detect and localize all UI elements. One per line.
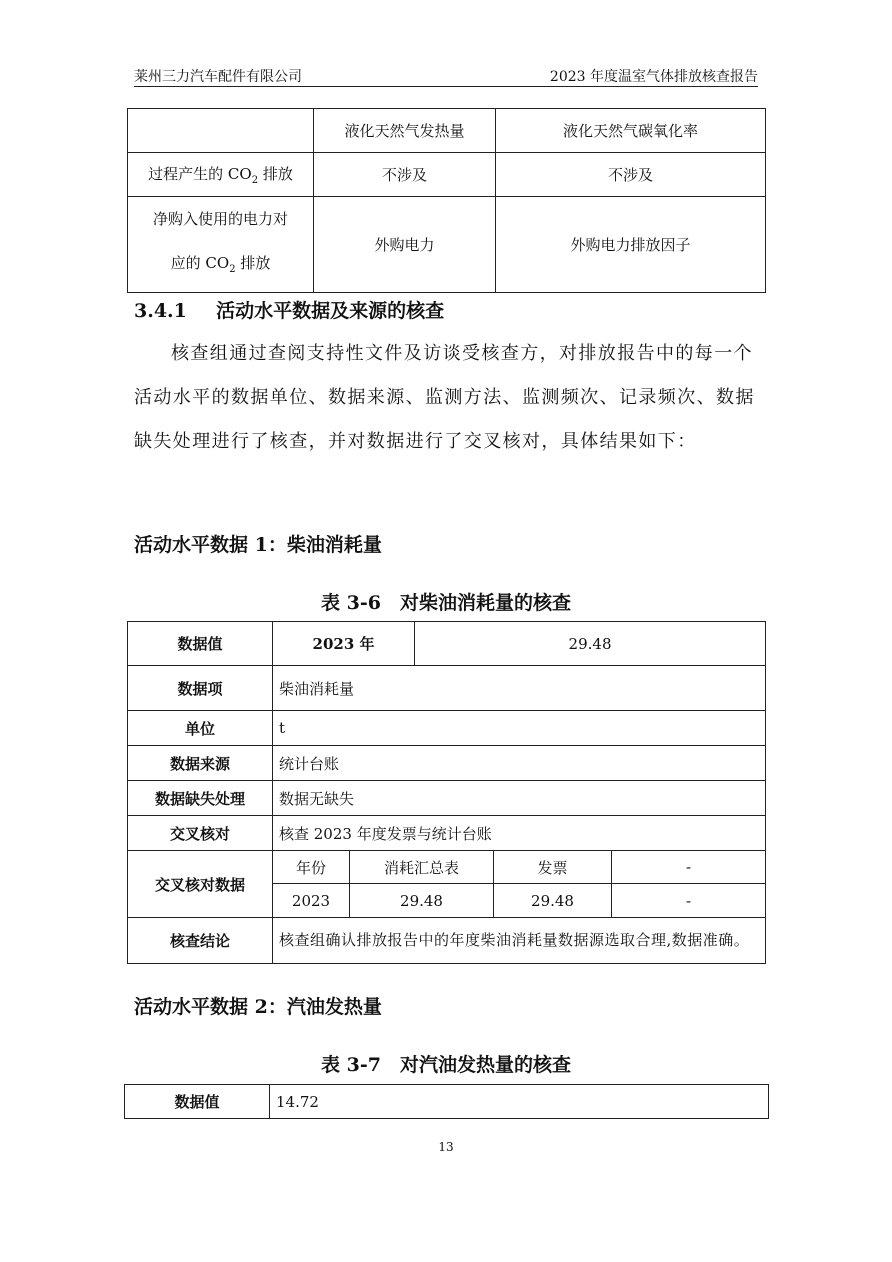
cross-head-dash: - [612, 851, 766, 884]
data-source-cell: 统计台账 [273, 746, 766, 781]
table-cell: 不涉及 [496, 153, 766, 197]
cross-head-summary: 消耗汇总表 [350, 851, 494, 884]
year-cell: 2023 年 [273, 622, 415, 666]
table-3-6 [127, 621, 766, 964]
cross-head-invoice: 发票 [494, 851, 612, 884]
table-cell: 不涉及 [314, 153, 496, 197]
label-data-value: 数据值 [128, 622, 273, 666]
label-data-source: 数据来源 [128, 746, 273, 781]
row-label-process-co2: 过程产生的 $CO_2$ 排放 [128, 153, 314, 197]
header-company: 莱州三力汽车配件有限公司 [134, 69, 302, 85]
cross-row-dash: - [612, 884, 766, 918]
value-cell: 14.72 [270, 1085, 769, 1119]
table-cell: 外购电力排放因子 [496, 197, 766, 293]
table-cell-empty [128, 109, 314, 153]
conclusion-cell: 核查组确认排放报告中的年度柴油消耗量数据源选取合理,数据准确。 [273, 918, 766, 964]
cross-row-summary: 29.48 [350, 884, 494, 918]
label-data-item: 数据项 [128, 666, 273, 711]
table-3-7-caption: 表 3-7 对汽油发热量的核查 [321, 1054, 571, 1076]
label-cross-check: 交叉核对 [128, 816, 273, 851]
page-number: 13 [438, 1140, 454, 1154]
data-item-cell: 柴油消耗量 [273, 666, 766, 711]
table-cell: 外购电力 [314, 197, 496, 293]
table-header: 液化天然气碳氧化率 [496, 109, 766, 153]
section-number: 3.4.1 [134, 300, 187, 322]
header-divider [134, 86, 758, 87]
label-unit: 单位 [128, 711, 273, 746]
cross-row-invoice: 29.48 [494, 884, 612, 918]
cross-head-year: 年份 [273, 851, 350, 884]
table-3-7 [124, 1084, 769, 1119]
label-data-value: 数据值 [125, 1085, 270, 1119]
label-cross-check-data: 交叉核对数据 [128, 851, 273, 918]
activity-2-heading: 活动水平数据 2：汽油发热量 [134, 996, 382, 1018]
cross-check-cell: 核查 2023 年度发票与统计台账 [273, 816, 766, 851]
factor-source-table [127, 108, 766, 293]
cross-row-year: 2023 [273, 884, 350, 918]
section-title: 活动水平数据及来源的核查 [216, 300, 445, 322]
section-heading [134, 296, 444, 323]
header-report-title: 2023 年度温室气体排放核查报告 [549, 69, 758, 85]
activity-1-heading: 活动水平数据 1：柴油消耗量 [134, 534, 382, 556]
table-header: 液化天然气发热量 [314, 109, 496, 153]
table-3-6-caption: 表 3-6 对柴油消耗量的核查 [321, 592, 571, 614]
missing-handling-cell: 数据无缺失 [273, 781, 766, 816]
row-label-electricity-co2: 净购入使用的电力对 应的 $CO_2$ 排放 [128, 197, 314, 293]
value-cell: 29.48 [415, 622, 766, 666]
body-paragraph: 核查组通过查阅支持性文件及访谈受核查方，对排放报告中的每一个活动水平的数据单位、数据来源、监测方法、监测频次、记录频次、数据缺失处理进行了核查，并对数据进行了交叉核对，具体结果如下： [134, 343, 755, 452]
unit-cell: t [273, 711, 766, 746]
label-missing-handling: 数据缺失处理 [128, 781, 273, 816]
label-conclusion: 核查结论 [128, 918, 273, 964]
